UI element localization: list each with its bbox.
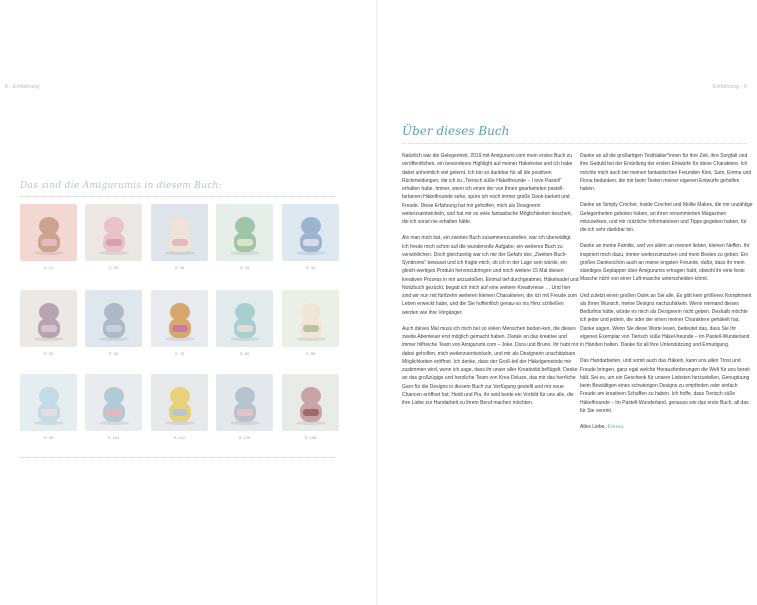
gallery-bottom-rule — [20, 457, 336, 458]
amigurumi-head — [39, 387, 59, 405]
gallery-top-rule — [20, 196, 336, 197]
amigurumi-head — [235, 303, 255, 321]
paragraph: Danke an meine Familie, und vor allem an meinen lieben, kleinen Neffen. Ihr inspiriert mich dazu, immer weiterzumachen und mein Bestes zu geben. Ein großes Dankeschön auch an meine engsten Freunde, dafür, dass ihr mein ständiges Geplapper über Amigurumis ertragen habt, obwohl ihr eine feste Masche nicht von einer Luft-masche unterscheiden könnt. — [580, 243, 750, 283]
paragraph: Das Handarbeiten, und somit auch das Häkeln, kann uns allen Trost und Freude bringen, ganz egal welche Herausforderungen die Welt für uns bereit hält. Sei es, um ein Geschenk für unsere Liebsten herzustellen, Genugtuung beim Bewältigen eines schwierigen Designs zu empfinden oder einfach Freude am kreativen Schaffen zu haben. Ich hoffe, dass Tierisch süße Häkelfreunde – Im Pastell-Wunderland, genauso wie das erste Buch, all das für Sie vereint. — [580, 358, 750, 414]
amigurumi-thumbnail — [151, 374, 208, 431]
amigurumi-thumbnail — [20, 290, 77, 347]
running-header-right: Einführung · 9 — [712, 84, 747, 90]
amigurumi-accent — [237, 409, 253, 416]
amigurumi-thumbnail — [216, 374, 273, 431]
thumbnail-caption: S. 80 — [239, 351, 250, 356]
thumbnail-caption: S. 60 — [108, 351, 119, 356]
thumbnail-caption: S. 128 — [304, 435, 317, 440]
title-rule — [402, 143, 747, 144]
amigurumi-thumbnail — [20, 204, 77, 261]
gallery-title: Das sind die Amigurumis in diesem Buch: — [20, 181, 223, 191]
thumbnail-caption: S. 120 — [238, 435, 251, 440]
paragraph: Als man mich bat, ein zweites Buch zusammenzustellen, war ich überwältigt. Ich freute mich schon auf die wundervolle Aufgabe, ein weiteres Buch zu verwirklichen. Doch gleichzeitig war ich mir der Gefahr des „Zweiten-Buch-Syndroms“ bewusst und ich fragte mich, ob ich in der Lage sein würde, ein gleich-wertiges Produkt hervorzubringen und noch weitere 15 Mal diesen kreativen Prozess in mir anzustoßen. Einmal tief durchgeatmet, Häkelnadel und Notizbuch gezückt, begab ich mich auf eine weitere Kreativreise … Und hier sind wir nun mit fünfzehn weiteren kleinen Charakteren, die ich mit Freude zum Leben erweckt habe, und die Sie hoffentlich genau-so ins Herz schließen werden wie ihre Vorgänger. — [402, 235, 579, 316]
thumbnail-caption: S. 34 — [239, 265, 250, 270]
amigurumi-thumbnail — [282, 290, 339, 347]
amigurumi-head — [170, 217, 190, 235]
amigurumi-thumbnail — [282, 204, 339, 261]
thumbnail-caption: S. 12 — [43, 265, 54, 270]
amigurumi-head — [235, 217, 255, 235]
amigurumi-accent — [41, 239, 57, 246]
thumbnail-caption: S. 70 — [174, 351, 185, 356]
thumbnail-caption: S. 104 — [107, 435, 120, 440]
amigurumi-head — [104, 387, 124, 405]
amigurumi-accent — [237, 325, 253, 332]
text-column-right — [580, 152, 754, 439]
thumbnail-caption: S. 26 — [174, 265, 185, 270]
amigurumi-accent — [172, 409, 188, 416]
amigurumi-head — [301, 217, 321, 235]
running-header-left: 8 · Einführung — [5, 84, 40, 90]
thumbnail-caption: S. 20 — [108, 265, 119, 270]
amigurumi-accent — [106, 409, 122, 416]
amigurumi-accent — [106, 239, 122, 246]
amigurumi-thumbnail — [85, 204, 142, 261]
amigurumi-accent — [172, 239, 188, 246]
amigurumi-accent — [41, 325, 57, 332]
amigurumi-accent — [303, 325, 319, 332]
amigurumi-thumbnail — [282, 374, 339, 431]
amigurumi-accent — [172, 325, 188, 332]
thumbnail-caption: S. 40 — [305, 265, 316, 270]
amigurumi-thumbnail — [151, 204, 208, 261]
amigurumi-accent — [303, 409, 319, 416]
amigurumi-head — [104, 217, 124, 235]
amigurumi-thumbnail — [85, 374, 142, 431]
amigurumi-accent — [237, 239, 253, 246]
amigurumi-head — [301, 303, 321, 321]
signature: Emma — [607, 424, 624, 430]
thumbnail-caption: S. 88 — [305, 351, 316, 356]
thumbnail-caption: S. 112 — [173, 435, 186, 440]
amigurumi-thumbnail — [85, 290, 142, 347]
closing-prefix: Alles Liebe, — [580, 424, 606, 430]
amigurumi-head — [235, 387, 255, 405]
paragraph: Danke an all die großartigen Testhäkler*innen für ihre Zeit, ihre Sorgfalt und ihre Geduld bei der Erstellung der ersten Entwürfe für diese Charaktere. Ich möchte mich auch bei meinen fantastischen Freunden Kimi, Sam, Emma und Fiona bedanken, die mir beim Testen meiner eigenen Entwürfe geholfen haben. — [580, 153, 752, 192]
left-page — [0, 0, 378, 605]
text-column-left — [402, 152, 579, 415]
amigurumi-accent — [41, 409, 57, 416]
thumbnail-caption: S. 96 — [43, 435, 54, 440]
amigurumi-accent — [106, 325, 122, 332]
paragraph: Natürlich war die Gelegenheit, 2019 mit Amigurumi.com mein erstes Buch zu veröffentlichen, ein besonderes Highlight auf meiner Häkelreise und ich habe dabei unheimlich viel gelernt. Ich bin so dankbar für all die positiven Rückmeldungen, die ich zu „Tierisch süße Häkelfreunde – I love Pastell“ erhalten habe. Immer, wenn ich einen der von Ihnen gearbeiteten pastell-farbenen Häkelfreunde sehe, spüre ich noch immer große Dank-barkeit und Freude. Diese Erfahrung hat mir geholfen, mich als Designerin weiterzuentwickeln, und hat mir so viele fantastische Möglichkeiten beschert, die ich sonst nie erhalten hätte. — [402, 153, 573, 225]
amigurumi-head — [170, 303, 190, 321]
closing-line — [580, 423, 754, 431]
thumbnail-caption: S. 52 — [43, 351, 54, 356]
amigurumi-head — [104, 303, 124, 321]
amigurumi-thumbnail — [216, 290, 273, 347]
amigurumi-accent — [303, 239, 319, 246]
paragraph: Auch dieses Mal muss ich mich bei so vielen Menschen bedan-ken, die dieses zweite Abenteuer erst möglich gemacht haben. Danke an das kreative und immer hilfreiche Team von Amigurumi.com – Joke, Dora und Bruno. Ihr habt mir dabei geholfen, mich weiterzuentwickeln, und mir als Designerin unschätzbare Möglichkeiten eröffnet. Ich denke, dass der Groß-teil der Häkelgemeinde mir zustimmen wird, wenn ich sage, dass ihr unser aller Kreativität beflügelt. Danke an das großzügige und herzliche Team von Krea Deluxe, das mir das herrliche Garn für die Designs in diesem Buch zur Verfügung gestellt und mir neue Chancen eröffnet hat. Heidi und Pia, ihr seid beide ein Vorbild für uns alle, die ihre Liebe zur Handarbeit zu ihrem Beruf machen möchten. — [402, 325, 579, 406]
article-title: Über dieses Buch — [402, 124, 510, 138]
amigurumi-thumbnail — [20, 374, 77, 431]
amigurumi-head — [39, 303, 59, 321]
paragraph: Und zuletzt einen großen Dank an Sie alle. Es gibt kein größeres Kompliment als Ihren Wunsch, meine Designs nachzuhäkeln. Wenn niemand dieses Bedürfnis hätte, würde es mich als Designerin nicht geben. Deshalb möchte ich jeder und jedem, die oder der einen meiner Charaktere gehäkelt hat, Danke sagen. Wenn Sie diese Worte lesen, bedeutet das, dass Sie Ihr eigenes Exemplar von Tierisch süße Häkel-freunde – Im Pastell-Wunderland in Händen halten. Danke für all Ihre Unterstützung und Ermutigung. — [580, 292, 752, 348]
amigurumi-head — [39, 217, 59, 235]
amigurumi-head — [301, 387, 321, 405]
amigurumi-thumbnail — [151, 290, 208, 347]
amigurumi-thumbnail — [216, 204, 273, 261]
amigurumi-head — [170, 387, 190, 405]
paragraph: Danke an Simply Crochet, Inside Crochet und Mollie Makes, die mir unzählige Gelegenheiten geboten haben, an ihren renommierten Magazinen mitzuwirken, und mir nützliche Informationen und Tipps gegeben haben, für die ich sehr dankbar bin. — [580, 202, 753, 233]
